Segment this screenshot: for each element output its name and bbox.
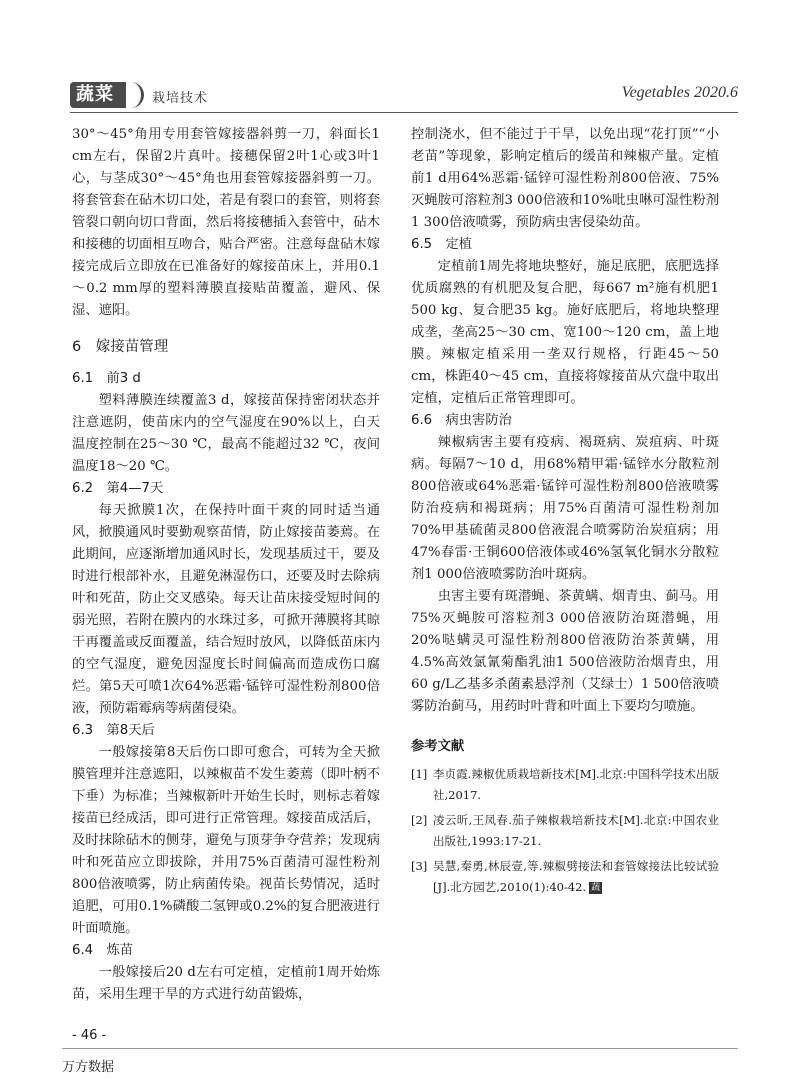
paragraph: 一般嫁接第8天后伤口即可愈合，可转为全天掀膜管理并注意遮阳，以辣椒苗不发生萎蔫（即叶柄不下垂）为标准；当辣椒新叶开始生长时，则标志着嫁接苗已经成活，即可进行正常管理。嫁接苗成活后，及时抹除砧木的侧芽，避免与顶芽争夺营养；发现病叶和死苗应立即拔除，并用75%百菌清可湿性粉剂800倍液喷雾，防止病菌传染。视苗长势情况，适时追肥，可用0.1%磷酸二氢钾或0.2%的复合肥液进行叶面喷施。 [72, 745, 380, 936]
page-number: - 46 - [72, 1028, 107, 1043]
reference-text: 李贞霞.辣椒优质栽培新技术[M].北京:中国科学技术出版社,2017. [433, 767, 719, 802]
left-column [72, 124, 380, 1006]
references-list [411, 764, 719, 898]
reference-item [411, 810, 719, 852]
badge-decoration [126, 82, 144, 108]
reference-text: 吴慧,秦勇,林辰壹,等.辣椒劈接法和套管嫁接法比较试验[J].北方园艺,2010(1):40-42. [433, 859, 719, 894]
subsection-heading-6-6: 6.6 病虫害防治 [411, 413, 512, 428]
end-of-article-mark: 蔬 [591, 883, 601, 893]
paragraph: 虫害主要有斑潜蝇、茶黄螨、烟青虫、蓟马。用75%灭蝇胺可溶粒剂3 000倍液防治斑潜蝇，用20%哒螨灵可湿性粉剂800倍液防治茶黄螨，用4.5%高效氯氰菊酯乳油1 500倍液防治烟青虫，用60 g/L乙基多杀菌素悬浮剂（艾绿士）1 500倍液喷雾防治蓟马，用药时叶背和叶面上下要均匀喷施。 [411, 589, 719, 714]
header-rule [70, 112, 738, 113]
reference-number: [3] [411, 859, 428, 873]
subsection-heading-6-3: 6.3 第8天后 [72, 723, 155, 738]
subsection-heading-6-5: 6.5 定植 [411, 237, 473, 252]
subsection-heading-6-2: 6.2 第4—7天 [72, 481, 164, 496]
reference-number: [2] [411, 813, 428, 827]
paragraph: 塑料薄膜连续覆盖3 d，嫁接苗保持密闭状态并注意遮阴，使苗床内的空气湿度在90%以上，白天温度控制在25～30 ℃，最高不能超过32 ℃，夜间温度18～20 ℃。 [72, 393, 380, 474]
paragraph: 定植前1周先将地块整好，施足底肥，底肥选择优质腐熟的有机肥及复合肥，每667 m²施有机肥1 500 kg、复合肥35 kg。施好底肥后，将地块整理成垄，垄高25～30 cm、宽100～120 cm，盖上地膜。辣椒定植采用一垄双行规格，行距45～50 cm，株距40～45 cm，直接将嫁接苗从穴盘中取出定植，定植后正常管理即可。 [411, 259, 719, 406]
footer-rule [62, 1048, 738, 1049]
journal-badge: 蔬菜 [70, 82, 138, 108]
journal-issue: Vegetables 2020.6 [621, 84, 738, 101]
column-label: 栽培技术 [152, 91, 209, 106]
paragraph: 控制浇水，但不能过于干旱，以免出现“花打顶”“小老苗”等现象，影响定植后的缓苗和辣椒产量。定植前1 d用64%恶霜·锰锌可湿性粉剂800倍液、75%灭蝇胺可溶粒剂3 000倍液和10%吡虫啉可湿性粉剂1 300倍液喷雾，预防病虫害侵染幼苗。 [411, 127, 719, 230]
subsection-heading-6-1: 6.1 前3 d [72, 371, 141, 386]
subsection-heading-6-4: 6.4 炼苗 [72, 943, 134, 958]
paragraph: 每天掀膜1次，在保持叶面干爽的同时适当通风，掀膜通风时要勤观察苗情，防止嫁接苗萎蔫。在此期间，应逐渐增加通风时长，发现基质过干，要及时进行根部补水，且避免淋湿伤口，还要及时去除病叶和死苗，防止交叉感染。每天让苗床接受短时间的弱光照，若附在膜内的水珠过多，可掀开薄膜将其晾干再覆盖或反面覆盖，结合短时放风，以降低苗床内的空气湿度，避免因湿度长时间偏高而造成伤口腐烂。第5天可喷1次64%恶霜·锰锌可湿性粉剂800倍液，预防霜霉病等病菌侵染。 [72, 503, 380, 716]
database-watermark: 万方数据 [62, 1060, 115, 1075]
page-header [70, 80, 738, 110]
paragraph: 30°～45°角用专用套管嫁接器斜剪一刀，斜面长1 cm左右，保留2片真叶。接穗保留2叶1心或3叶1心，与茎成30°～45°角也用套管嫁接器斜剪一刀。将套管套在砧木切口处，若是有裂口的套管，则将套管裂口朝向切口背面，然后将接穗插入套管中，砧木和接穗的切面相互吻合，贴合严密。注意每盘砧木嫁接完成后立即放在已准备好的嫁接苗床上，并用0.1～0.2 mm厚的塑料薄膜直接贴苗覆盖，避风、保湿、遮阳。 [72, 127, 380, 318]
right-column [411, 124, 719, 902]
section-heading-6: 6 嫁接苗管理 [72, 339, 169, 355]
references-heading: 参考文献 [411, 739, 465, 754]
reference-number: [1] [411, 767, 428, 781]
reference-item [411, 764, 719, 806]
reference-item [411, 856, 719, 898]
paragraph: 辣椒病害主要有疫病、褐斑病、炭疽病、叶斑病。每隔7～10 d，用68%精甲霜·锰锌水分散粒剂800倍液或64%恶霜·锰锌可湿性粉剂800倍液喷雾防治疫病和褐斑病；用75%百菌清可湿性粉剂加70%甲基硫菌灵800倍液混合喷雾防治炭疽病；用47%春雷·王铜600倍液体或46%氢氧化铜水分散粒剂1 000倍液喷雾防治叶斑病。 [411, 435, 719, 582]
paragraph: 一般嫁接后20 d左右可定植，定植前1周开始炼苗，采用生理干旱的方式进行幼苗锻炼， [72, 965, 380, 1002]
reference-text: 凌云昕,王凤春.茄子辣椒栽培新技术[M].北京:中国农业出版社,1993:17-21. [433, 813, 719, 848]
